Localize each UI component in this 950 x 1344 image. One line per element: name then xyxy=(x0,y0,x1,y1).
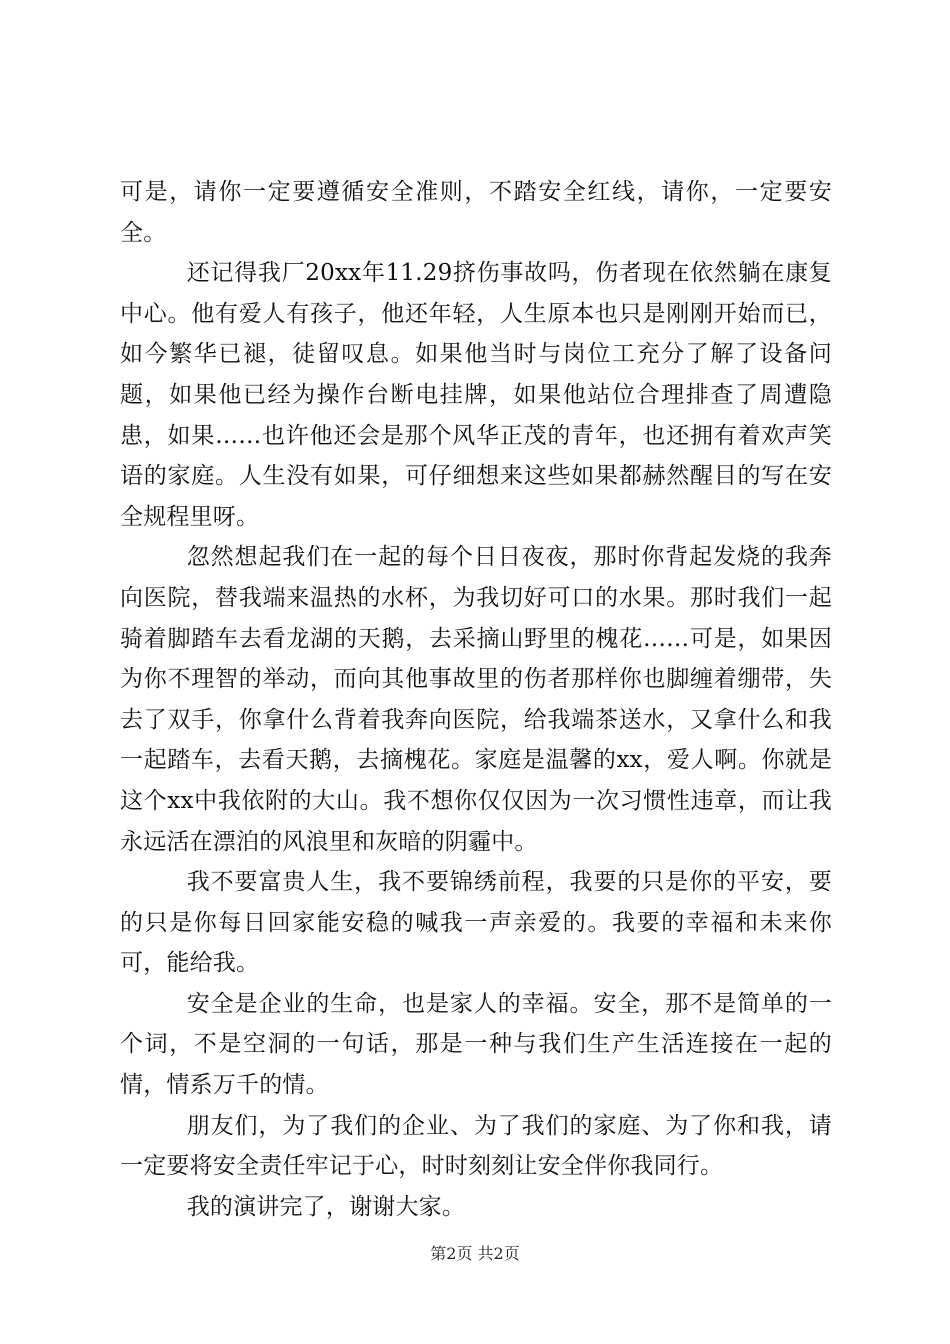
paragraph-continuation: 可是，请你一定要遵循安全准则，不踏安全红线，请你，一定要安全。 xyxy=(120,179,832,246)
page-footer xyxy=(0,1244,950,1264)
paragraph-appeal: 朋友们，为了我们的企业、为了我们的家庭、为了你和我，请一定要将安全责任牢记于心，时时刻刻让安全伴你我同行。 xyxy=(120,1112,832,1180)
paragraph-safety-life: 安全是企业的生命，也是家人的幸福。安全，那不是简单的一个词，不是空洞的一句话，那是一种与我们生产生活连接在一起的情，情系万千的情。 xyxy=(120,990,832,1099)
paragraph-memories: 忽然想起我们在一起的每个日日夜夜，那时你背起发烧的我奔向医院，替我端来温热的水杯，为我切好可口的水果。那时我们一起骑着脚踏车去看龙湖的天鹅，去采摘山野里的槐花……可是，如果因为你不理智的举动，而向其他事故里的伤者那样你也脚缠着绷带，失去了双手，你拿什么背着我奔向医院，给我端茶送水，又拿什么和我一起踏车，去看天鹅，去摘槐花。家庭是温馨的xx，爱人啊。你就是这个xx中我依附的大山。我不想你仅仅因为一次习惯性违章，而让我永远活在漂泊的风浪里和灰暗的阴霾中。 xyxy=(120,544,832,855)
document-body xyxy=(120,172,832,1227)
paragraph-wish: 我不要富贵人生，我不要锦绣前程，我要的只是你的平安，要的只是你每日回家能安稳的喊我一声亲爱的。我要的幸福和未来你可，能给我。 xyxy=(120,869,832,977)
paragraph-closing: 我的演讲完了，谢谢大家。 xyxy=(186,1193,466,1220)
page-total: 共2页 xyxy=(477,1244,520,1263)
paragraph-accident: 还记得我厂20xx年11.29挤伤事故吗，伤者现在依然躺在康复中心。他有爱人有孩子，他还年轻，人生原本也只是刚刚开始而已，如今繁华已褪，徒留叹息。如果他当时与岗位工充分了解了设备问题，如果他已经为操作台断电挂牌，如果他站位合理排查了周遭隐患，如果……也许他还会是那个风华正茂的青年，也还拥有着欢声笑语的家庭。人生没有如果，可仔细想来这些如果都赫然醒目的写在安全规程里呀。 xyxy=(120,260,832,530)
page-number: 第2页 xyxy=(430,1244,473,1263)
